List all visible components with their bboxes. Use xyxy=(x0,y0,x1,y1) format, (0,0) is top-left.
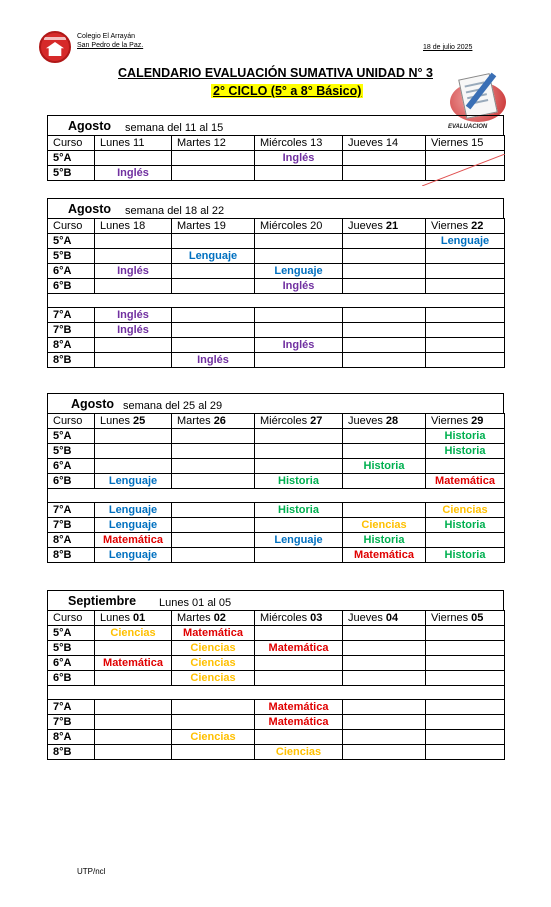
table-row xyxy=(48,249,505,264)
empty-cell xyxy=(255,656,343,671)
empty-cell xyxy=(426,671,505,686)
day-header: Viernes 29 xyxy=(426,414,505,429)
empty-cell xyxy=(255,323,343,338)
block-week: semana del 18 al 22 xyxy=(125,205,225,217)
empty-cell xyxy=(343,641,426,656)
empty-cell xyxy=(343,279,426,294)
empty-cell xyxy=(426,249,505,264)
empty-cell xyxy=(343,503,426,518)
course-cell: 5°A xyxy=(48,626,95,641)
header-row xyxy=(48,219,505,234)
subject-cell: Ciencias xyxy=(95,626,172,641)
course-cell: 6°B xyxy=(48,279,95,294)
empty-cell xyxy=(255,308,343,323)
empty-cell xyxy=(426,626,505,641)
separator-row xyxy=(48,294,505,308)
empty-cell xyxy=(255,444,343,459)
course-header: Curso xyxy=(48,414,95,429)
subject-cell: Historia xyxy=(343,533,426,548)
course-cell: 8°B xyxy=(48,353,95,368)
strikethrough-mark xyxy=(422,154,505,186)
subject-cell: Historia xyxy=(255,474,343,489)
day-header: Jueves 28 xyxy=(343,414,426,429)
empty-cell xyxy=(343,166,426,181)
subject-cell: Lenguaje xyxy=(172,249,255,264)
empty-cell xyxy=(343,474,426,489)
empty-cell xyxy=(172,166,255,181)
empty-cell xyxy=(426,745,505,760)
subject-cell: Matemática xyxy=(255,641,343,656)
schedule-block-4 xyxy=(47,590,504,760)
day-header: Viernes 05 xyxy=(426,611,505,626)
table-row xyxy=(48,308,505,323)
subject-cell: Historia xyxy=(426,429,505,444)
empty-cell xyxy=(426,700,505,715)
empty-cell xyxy=(255,626,343,641)
empty-cell xyxy=(255,234,343,249)
block-week: Lunes 01 al 05 xyxy=(159,597,232,609)
empty-cell xyxy=(172,264,255,279)
course-cell: 5°A xyxy=(48,234,95,249)
empty-cell xyxy=(172,151,255,166)
course-cell: 7°A xyxy=(48,503,95,518)
course-cell: 7°B xyxy=(48,323,95,338)
empty-cell xyxy=(426,715,505,730)
subject-cell: Matemática xyxy=(172,626,255,641)
empty-cell xyxy=(95,715,172,730)
day-header: Miércoles 20 xyxy=(255,219,343,234)
table-row xyxy=(48,264,505,279)
table-row xyxy=(48,730,505,745)
course-cell: 6°A xyxy=(48,264,95,279)
empty-cell xyxy=(426,279,505,294)
empty-cell xyxy=(255,730,343,745)
table-row xyxy=(48,444,505,459)
document-title: CALENDARIO EVALUACIÓN SUMATIVA UNIDAD N° 3 xyxy=(118,66,433,80)
block-header xyxy=(47,198,504,218)
day-header: Martes 19 xyxy=(172,219,255,234)
course-cell: 5°B xyxy=(48,444,95,459)
empty-cell xyxy=(343,429,426,444)
subject-cell: Lenguaje xyxy=(255,264,343,279)
subject-cell: Ciencias xyxy=(172,671,255,686)
day-header: Lunes 01 xyxy=(95,611,172,626)
table-row xyxy=(48,745,505,760)
school-name: Colegio El Arrayán xyxy=(77,33,135,40)
day-header: Jueves 04 xyxy=(343,611,426,626)
subject-cell: Ciencias xyxy=(172,656,255,671)
schedule-block-3 xyxy=(47,393,504,563)
course-cell: 7°A xyxy=(48,700,95,715)
subject-cell: Historia xyxy=(343,459,426,474)
subject-cell: Ciencias xyxy=(426,503,505,518)
course-cell: 5°B xyxy=(48,249,95,264)
empty-cell xyxy=(426,353,505,368)
schedule-table xyxy=(47,413,505,563)
document-date: 18 de julio 2025 xyxy=(423,44,473,51)
separator-row xyxy=(48,489,505,503)
table-row xyxy=(48,626,505,641)
subject-cell: Ciencias xyxy=(172,641,255,656)
day-header: Miércoles 27 xyxy=(255,414,343,429)
block-week: semana del 25 al 29 xyxy=(123,400,223,412)
school-info xyxy=(77,32,143,50)
table-row xyxy=(48,503,505,518)
empty-cell xyxy=(426,730,505,745)
empty-cell xyxy=(95,353,172,368)
table-row xyxy=(48,671,505,686)
table-row xyxy=(48,474,505,489)
subject-cell: Lenguaje xyxy=(95,548,172,563)
table-row xyxy=(48,533,505,548)
empty-cell xyxy=(172,279,255,294)
table-row xyxy=(48,279,505,294)
day-header: Viernes 22 xyxy=(426,219,505,234)
block-month: Septiembre xyxy=(68,594,137,608)
subject-cell: Inglés xyxy=(95,308,172,323)
empty-cell xyxy=(172,533,255,548)
illustration-label: EVALUACION xyxy=(448,124,488,130)
subject-cell: Inglés xyxy=(255,338,343,353)
day-header: Martes 02 xyxy=(172,611,255,626)
block-month: Agosto xyxy=(68,119,112,133)
subject-cell: Historia xyxy=(426,548,505,563)
subject-cell: Lenguaje xyxy=(255,533,343,548)
empty-cell xyxy=(426,533,505,548)
block-week: semana del 11 al 15 xyxy=(125,122,224,134)
schedule-table xyxy=(47,610,505,760)
empty-cell xyxy=(255,518,343,533)
empty-cell xyxy=(426,264,505,279)
empty-cell xyxy=(426,641,505,656)
empty-cell xyxy=(172,745,255,760)
empty-cell xyxy=(343,444,426,459)
table-row xyxy=(48,459,505,474)
subject-cell: Lenguaje xyxy=(426,234,505,249)
subject-cell: Matemática xyxy=(343,548,426,563)
empty-cell xyxy=(172,338,255,353)
empty-cell xyxy=(343,353,426,368)
empty-cell xyxy=(343,715,426,730)
course-cell: 7°B xyxy=(48,518,95,533)
empty-cell xyxy=(95,444,172,459)
course-header: Curso xyxy=(48,611,95,626)
course-cell: 8°A xyxy=(48,338,95,353)
empty-cell xyxy=(172,323,255,338)
table-row xyxy=(48,548,505,563)
block-header xyxy=(47,590,504,610)
empty-cell xyxy=(343,656,426,671)
separator-row xyxy=(48,686,505,700)
subject-cell: Historia xyxy=(255,503,343,518)
table-row xyxy=(48,700,505,715)
empty-cell xyxy=(95,745,172,760)
subject-cell: Inglés xyxy=(255,151,343,166)
subject-cell: Historia xyxy=(426,444,505,459)
subject-cell: Matemática xyxy=(95,656,172,671)
empty-cell xyxy=(95,234,172,249)
course-cell: 6°A xyxy=(48,459,95,474)
block-month: Agosto xyxy=(71,397,115,411)
day-header: Miércoles 03 xyxy=(255,611,343,626)
empty-cell xyxy=(95,151,172,166)
empty-cell xyxy=(172,715,255,730)
subject-cell: Matemática xyxy=(255,700,343,715)
empty-cell xyxy=(172,474,255,489)
table-row xyxy=(48,338,505,353)
empty-cell xyxy=(426,459,505,474)
empty-cell xyxy=(343,745,426,760)
empty-cell xyxy=(343,338,426,353)
day-header: Jueves 14 xyxy=(343,136,426,151)
course-cell: 8°B xyxy=(48,548,95,563)
day-header: Viernes 15 xyxy=(426,136,505,151)
course-cell: 5°A xyxy=(48,429,95,444)
empty-cell xyxy=(172,700,255,715)
course-cell: 7°A xyxy=(48,308,95,323)
empty-cell xyxy=(426,338,505,353)
table-row xyxy=(48,656,505,671)
course-cell: 8°B xyxy=(48,745,95,760)
subject-cell: Inglés xyxy=(255,279,343,294)
subject-cell: Ciencias xyxy=(343,518,426,533)
table-row xyxy=(48,429,505,444)
subject-cell: Matemática xyxy=(95,533,172,548)
empty-cell xyxy=(172,459,255,474)
subject-cell: Lenguaje xyxy=(95,474,172,489)
empty-cell xyxy=(255,249,343,264)
table-row xyxy=(48,715,505,730)
subject-cell: Inglés xyxy=(95,264,172,279)
schedule-table xyxy=(47,218,505,368)
empty-cell xyxy=(95,249,172,264)
empty-cell xyxy=(255,353,343,368)
table-row xyxy=(48,353,505,368)
empty-cell xyxy=(172,308,255,323)
block-month: Agosto xyxy=(68,202,112,216)
empty-cell xyxy=(95,700,172,715)
subject-cell: Inglés xyxy=(172,353,255,368)
course-cell: 5°B xyxy=(48,641,95,656)
subject-cell: Inglés xyxy=(95,323,172,338)
course-cell: 8°A xyxy=(48,730,95,745)
empty-cell xyxy=(343,151,426,166)
school-location: San Pedro de la Paz. xyxy=(77,42,144,49)
day-header: Jueves 21 xyxy=(343,219,426,234)
header-row xyxy=(48,611,505,626)
day-header: Lunes 25 xyxy=(95,414,172,429)
empty-cell xyxy=(343,730,426,745)
course-cell: 6°B xyxy=(48,474,95,489)
footer-note: UTP/ncl xyxy=(77,867,106,876)
table-row xyxy=(48,518,505,533)
empty-cell xyxy=(426,323,505,338)
subject-cell: Ciencias xyxy=(172,730,255,745)
header-row xyxy=(48,136,505,151)
course-cell: 6°B xyxy=(48,671,95,686)
empty-cell xyxy=(95,279,172,294)
empty-cell xyxy=(343,700,426,715)
day-header: Martes 12 xyxy=(172,136,255,151)
subject-cell: Lenguaje xyxy=(95,518,172,533)
empty-cell xyxy=(255,671,343,686)
block-header xyxy=(47,393,504,413)
day-header: Lunes 18 xyxy=(95,219,172,234)
empty-cell xyxy=(95,641,172,656)
empty-cell xyxy=(172,518,255,533)
empty-cell xyxy=(95,671,172,686)
empty-cell xyxy=(172,234,255,249)
document-subtitle: 2° CICLO (5° a 8° Básico) xyxy=(213,84,362,98)
table-row xyxy=(48,641,505,656)
course-cell: 6°A xyxy=(48,656,95,671)
course-cell: 5°B xyxy=(48,166,95,181)
subject-cell: Matemática xyxy=(255,715,343,730)
course-cell: 8°A xyxy=(48,533,95,548)
subject-cell: Lenguaje xyxy=(95,503,172,518)
subject-cell: Matemática xyxy=(426,474,505,489)
day-header: Lunes 11 xyxy=(95,136,172,151)
block-header xyxy=(47,115,504,135)
empty-cell xyxy=(172,548,255,563)
empty-cell xyxy=(343,626,426,641)
empty-cell xyxy=(95,459,172,474)
course-cell: 5°A xyxy=(48,151,95,166)
empty-cell xyxy=(95,429,172,444)
empty-cell xyxy=(343,323,426,338)
course-header: Curso xyxy=(48,219,95,234)
table-row xyxy=(48,323,505,338)
header-row xyxy=(48,414,505,429)
empty-cell xyxy=(426,656,505,671)
subject-cell: Historia xyxy=(426,518,505,533)
day-header: Martes 26 xyxy=(172,414,255,429)
empty-cell xyxy=(343,264,426,279)
subject-cell: Inglés xyxy=(95,166,172,181)
empty-cell xyxy=(255,459,343,474)
empty-cell xyxy=(343,234,426,249)
empty-cell xyxy=(343,308,426,323)
table-row xyxy=(48,234,505,249)
course-header: Curso xyxy=(48,136,95,151)
empty-cell xyxy=(172,444,255,459)
empty-cell xyxy=(426,308,505,323)
empty-cell xyxy=(255,429,343,444)
empty-cell xyxy=(172,503,255,518)
empty-cell xyxy=(172,429,255,444)
empty-cell xyxy=(343,671,426,686)
subject-cell: Ciencias xyxy=(255,745,343,760)
empty-cell xyxy=(95,338,172,353)
empty-cell xyxy=(343,249,426,264)
course-cell: 7°B xyxy=(48,715,95,730)
empty-cell xyxy=(95,730,172,745)
empty-cell xyxy=(255,548,343,563)
day-header: Miércoles 13 xyxy=(255,136,343,151)
school-logo xyxy=(39,31,71,63)
schedule-block-2 xyxy=(47,198,504,368)
empty-cell xyxy=(255,166,343,181)
